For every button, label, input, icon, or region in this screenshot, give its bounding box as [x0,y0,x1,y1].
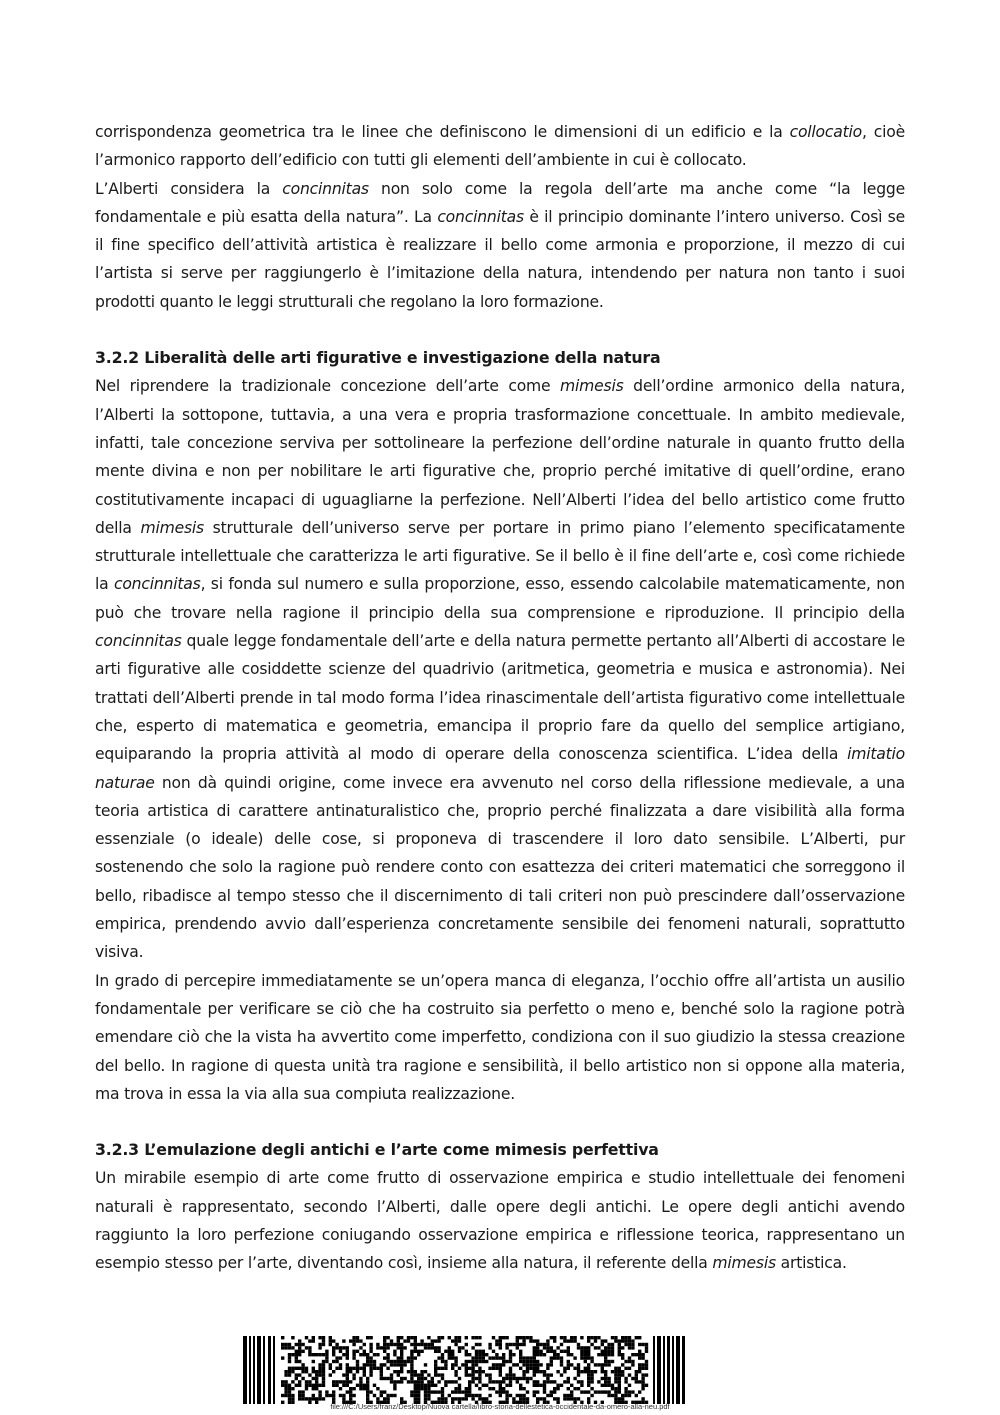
section-heading: 3.2.2 Liberalità delle arti figurative e investigazione della natura [95,348,661,368]
file-path-footer: file:///C:/Users/franz/Desktop/Nuova cartella/libro-storia-dellestetica-occidentale-da-omero-alla-neu.pdf [330,1402,670,1411]
italic-term: concinnitas [95,632,182,651]
italic-term: mimesis [560,377,624,396]
page-body [95,118,905,1278]
paragraph: corrispondenza geometrica tra le linee che definiscono le dimensioni di un edificio e la collocatio, cioè l’armonico rapporto dell’edificio con tutti gli elementi dell’ambiente in cui è collocato. [95,123,905,170]
paragraph: L’Alberti considera la concinnitas non solo come la regola dell’arte ma anche come “la legge fondamentale e più esatta della natura”. La concinnitas è il principio dominante l’intero universo. Così se il fine specifico dell’attività artistica è realizzare il bello come armonia e proporzione, il mezzo di cui l’artista si serve per raggiungerlo è l’imitazione della natura, intendendo per natura non tanto i suoi prodotti quanto le leggi strutturali che regolano la loro formazione. [95,179,906,311]
italic-term: imitatio naturae [95,745,905,792]
paragraph: Nel riprendere la tradizionale concezione dell’arte come mimesis dell’ordine armonico della natura, l’Alberti la sottopone, tuttavia, a una vera e propria trasformazione concettuale. In ambito medievale, infatti, tale concezione serviva per sottolineare la perfezione dell’ordine naturale in quanto frutto della mente divina e non per nobilitare le arti figurative che, proprio perché imitative di quell’ordine, erano costitutivamente incapaci di uguagliarne la perfezione. Nell’Alberti l’idea del bello artistico come frutto della mimesis strutturale dell’universo serve per portare in primo piano l’elemento specificatamente strutturale intellettuale che caratterizza le arti figurative. Se il bello è il fine dell’arte e, così come richiede la concinnitas, si fonda sul numero e sulla proporzione, esso, essendo calcolabile matematicamente, non può che trovare nella ragione il principio della sua comprensione e riproduzione. Il principio della concinnitas quale legge fondamentale dell’arte e della natura permette pertanto all’Alberti di accostare le arti figurative alle cosiddette scienze del quadrivio (aritmetica, geometria e musica e astronomia). Nei trattati dell’Alberti prende in tal modo forma l’idea rinascimentale dell’artista figurativo come intellettuale che, esperto di matematica e geometria, emancipa il proprio fare da quello del semplice artigiano, equiparando la propria attività al modo di operare della conoscenza scientifica. L’idea della imitatio naturae non dà quindi origine, come invece era avvenuto nel corso della riflessione medievale, a una teoria artistica di carattere antinaturalistico che, proprio perché finalizzata a dare visibilità alla forma essenziale (o ideale) delle cose, si proponeva di trascendere il loro dato sensibile. L’Alberti, pur sostenendo che solo la ragione può rendere conto con esattezza dei criteri matematici che sorreggono il bello, ribadisce al tempo stesso che il discernimento di tali criteri non può prescindere dall’osservazione empirica, prendendo avvio dall’esperienza concretamente sensibile dei fenomeni naturali, soprattutto visiva. [95,377,905,962]
paragraph: In grado di percepire immediatamente se un’opera manca di eleganza, l’occhio offre all’artista un ausilio fondamentale per verificare se ciò che ha costruito sia perfetto o meno e, benché solo la ragione potrà emendare ciò che la vista ha avvertito come imperfetto, condiziona con il suo giudizio la stessa creazione del bello. In ragione di questa unità tra ragione e sensibilità, il bello artistico non si oppone alla materia, ma trova in essa la via alla sua compiuta realizzazione. [95,971,905,1103]
italic-term: mimesis [140,518,204,537]
italic-term: concinnitas [113,575,201,594]
italic-term: concinnitas [437,207,524,226]
spacer [95,316,905,344]
italic-term: collocatio [789,123,863,141]
section-heading: 3.2.3 L’emulazione degli antichi e l’arte come mimesis perfettiva [95,1140,659,1160]
paragraph: Un mirabile esempio di arte come frutto di osservazione empirica e studio intellettuale dei fenomeni naturali è rappresentato, secondo l’Alberti, dalle opere degli antichi. Le opere degli antichi avendo raggiunto la loro perfezione coniugando osservazione empirica e riflessione teorica, rappresentano un esempio stesso per l’arte, diventando così, insieme alla natura, il referente della mimesis artistica. [95,1169,905,1273]
italic-term: mimesis [712,1254,776,1273]
italic-term: concinnitas [282,179,369,198]
spacer [95,1108,905,1136]
barcode-image [243,1336,685,1404]
